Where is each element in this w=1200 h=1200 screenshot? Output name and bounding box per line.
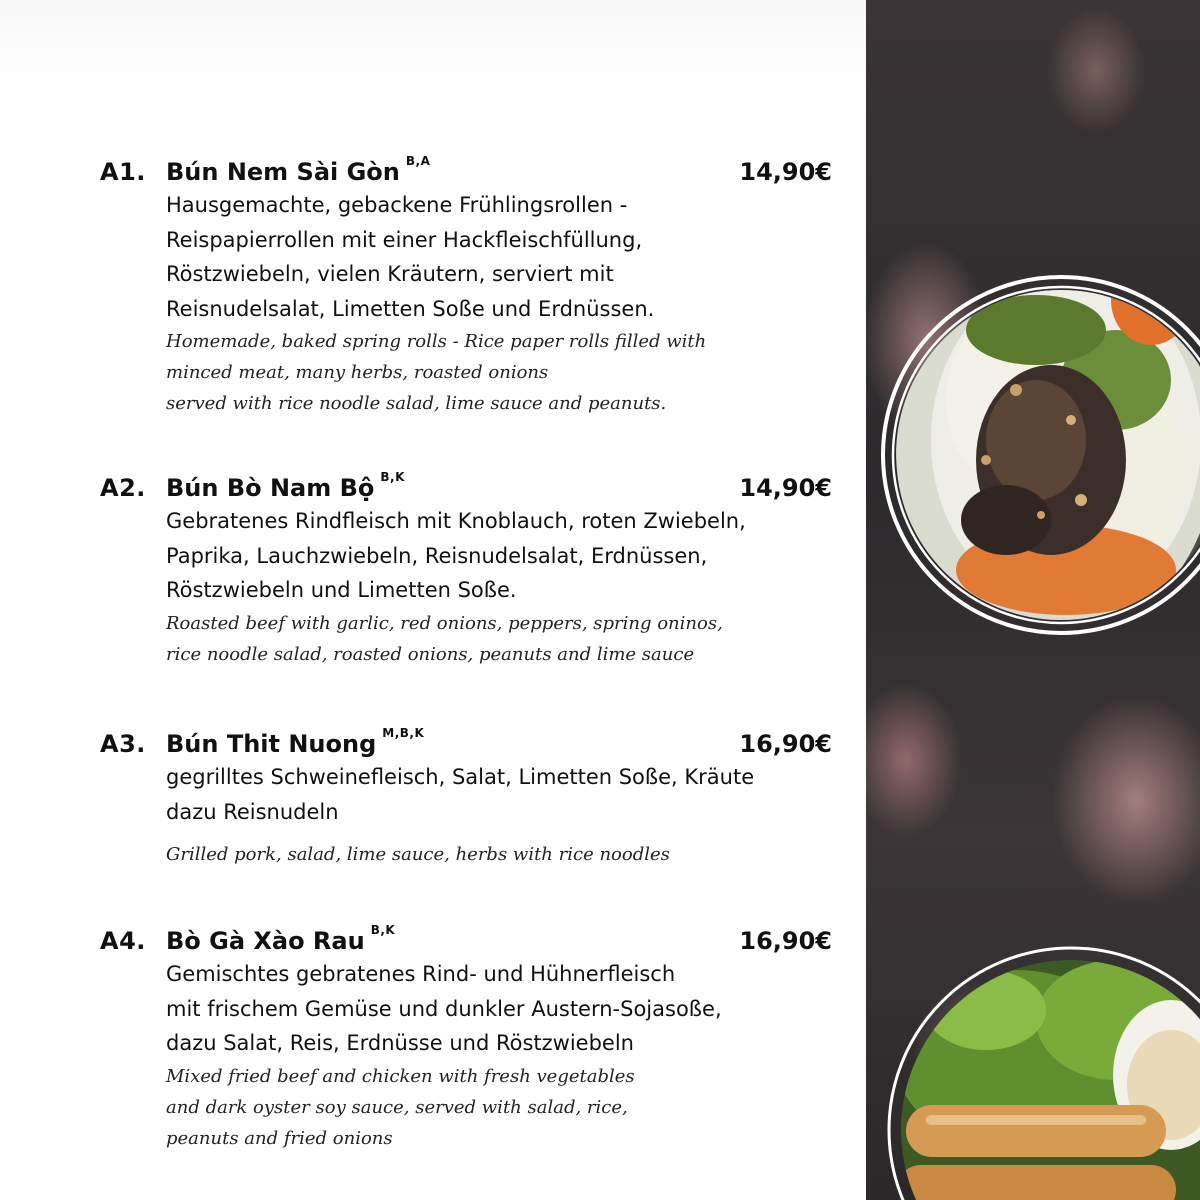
dish-price: 14,90€ xyxy=(739,158,832,186)
description-german-line: dazu Salat, Reis, Erdnüsse und Röstzwiebeln xyxy=(166,1031,634,1055)
allergen-codes: B,A xyxy=(405,154,431,168)
dish-description xyxy=(166,760,806,870)
dish-description xyxy=(166,188,806,419)
description-german-line: Reisnudelsalat, Limetten Soße und Erdnüssen. xyxy=(166,296,655,321)
description-german-line: mit frischem Gemüse und dunkler Austern-Sojasoße, xyxy=(166,996,722,1021)
description-german-line: dazu Reisnudeln xyxy=(166,799,339,824)
description-english-line: peanuts and fried onions xyxy=(166,1127,393,1149)
dish-name xyxy=(166,726,425,758)
allergen-codes: B,K xyxy=(370,923,396,937)
description-english-line: minced meat, many herbs, roasted onions xyxy=(166,362,549,383)
description-german-line: Gemischtes gebratenes Rind- und Hühnerfleisch xyxy=(166,962,676,986)
description-english-line: Homemade, baked spring rolls - Rice paper rolls filled with xyxy=(166,331,707,352)
food-photo-illustration xyxy=(866,0,1200,1200)
description-english-line: Roasted beef with garlic, red onions, peppers, spring oninos, xyxy=(166,612,723,634)
dish-description xyxy=(166,957,806,1154)
description-english-line: rice noodle salad, roasted onions, peanuts and lime sauce xyxy=(166,643,695,665)
description-german-line: Gebratenes Rindfleisch mit Knoblauch, roten Zwiebeln, xyxy=(166,509,746,533)
description-german-line: gegrilltes Schweinefleisch, Salat, Limetten Soße, Kräute xyxy=(166,765,755,789)
dish-code: A3. xyxy=(100,730,146,758)
dish-code: A2. xyxy=(100,474,146,502)
dish-price: 16,90€ xyxy=(739,927,832,955)
description-german-line: Paprika, Lauchzwiebeln, Reisnudelsalat, Erdnüssen, xyxy=(166,543,708,568)
allergen-codes: M,B,K xyxy=(382,726,425,740)
spring-rolls-photo xyxy=(889,948,1200,1200)
dish-price: 14,90€ xyxy=(739,474,832,502)
food-photo-panel xyxy=(866,0,1200,1200)
dish-name xyxy=(166,154,431,186)
description-english-line: served with rice noodle salad, lime sauce and peanuts. xyxy=(166,393,667,414)
description-german-line: Reispapierrollen mit einer Hackfleischfüllung, xyxy=(166,227,643,252)
dish-name-text: Bò Gà Xào Rau xyxy=(166,927,365,955)
dish-code: A1. xyxy=(100,158,146,186)
noodle-salad-photo xyxy=(883,255,1200,680)
description-english-line: Mixed fried beef and chicken with fresh vegetables xyxy=(166,1065,635,1087)
dish-name xyxy=(166,470,405,502)
dish-name xyxy=(166,923,396,955)
dish-name-text: Bún Bò Nam Bộ xyxy=(166,474,375,502)
dish-description xyxy=(166,504,806,670)
dish-price: 16,90€ xyxy=(739,730,832,758)
dish-name-text: Bún Nem Sài Gòn xyxy=(166,158,400,186)
description-english-line: Grilled pork, salad, lime sauce, herbs with rice noodles xyxy=(166,844,670,865)
description-german-line: Röstzwiebeln, vielen Kräutern, serviert mit xyxy=(166,262,614,286)
description-german-line: Röstzwiebeln und Limetten Soße. xyxy=(166,578,517,602)
dish-name-text: Bún Thit Nuong xyxy=(166,730,377,758)
description-german-line: Hausgemachte, gebackene Frühlingsrollen - xyxy=(166,193,628,217)
dish-code: A4. xyxy=(100,927,146,955)
description-english-line: and dark oyster soy sauce, served with salad, rice, xyxy=(166,1096,628,1118)
allergen-codes: B,K xyxy=(380,470,405,484)
